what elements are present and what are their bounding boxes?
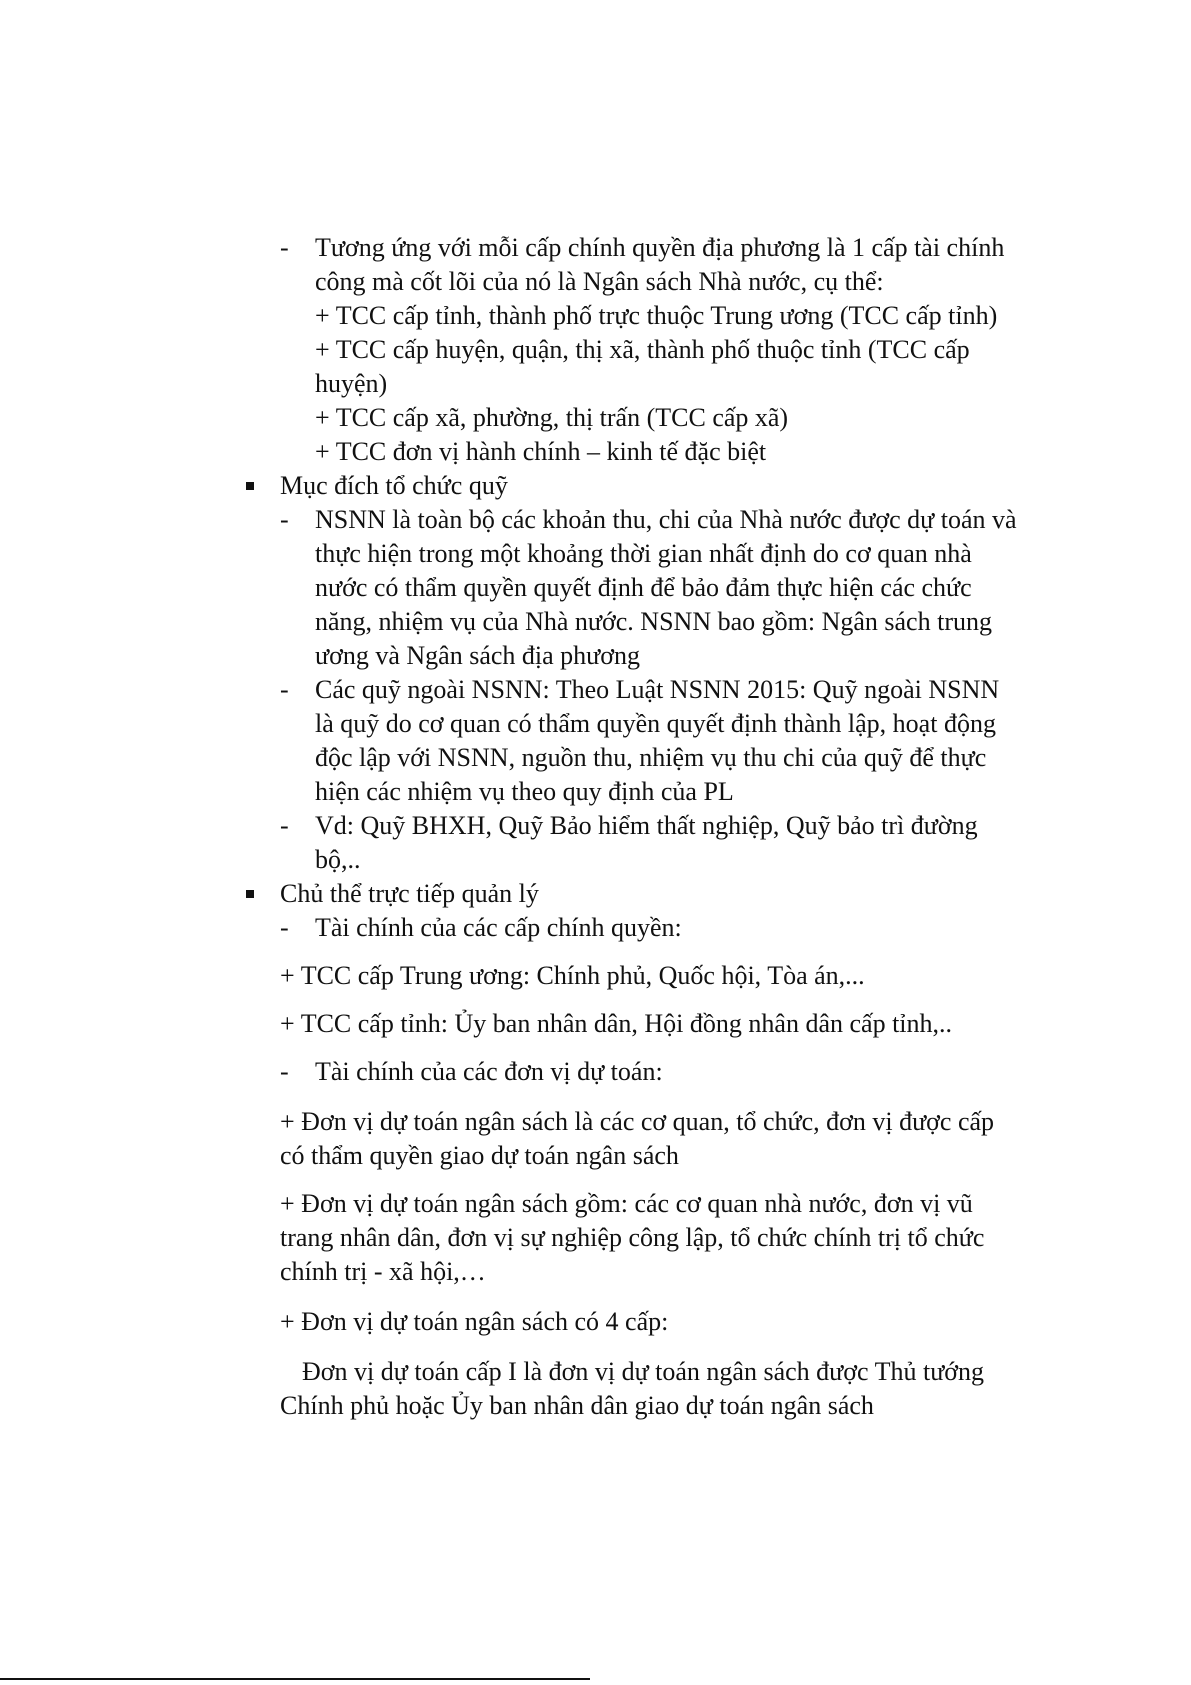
text-line: Chính phủ hoặc Ủy ban nhân dân giao dự toán ngân sách <box>280 1391 874 1420</box>
dash-bullet: - <box>280 1057 289 1086</box>
text-line: Đơn vị dự toán cấp I là đơn vị dự toán ngân sách được Thủ tướng <box>302 1357 985 1386</box>
dash-bullet: - <box>280 913 289 942</box>
dash-bullet: - <box>280 505 289 534</box>
text-line: ương và Ngân sách địa phương <box>315 641 640 670</box>
text-line: + TCC cấp huyện, quận, thị xã, thành phố thuộc tỉnh (TCC cấp <box>315 335 970 364</box>
text-line: + TCC đơn vị hành chính – kinh tế đặc biệt <box>315 437 767 466</box>
text-line: + Đơn vị dự toán ngân sách gồm: các cơ quan nhà nước, đơn vị vũ <box>280 1189 973 1218</box>
dash-bullet: - <box>280 811 289 840</box>
text-line: NSNN là toàn bộ các khoản thu, chi của Nhà nước được dự toán và <box>315 505 1017 534</box>
text-line: + TCC cấp xã, phường, thị trấn (TCC cấp xã) <box>315 403 789 432</box>
text-line: bộ,.. <box>315 845 361 874</box>
dash-bullet: - <box>280 675 289 704</box>
text-line: hiện các nhiệm vụ theo quy định của PL <box>315 777 734 806</box>
text-line: Các quỹ ngoài NSNN: Theo Luật NSNN 2015: Quỹ ngoài NSNN <box>315 675 1000 704</box>
footer-divider <box>0 1678 590 1680</box>
text-line: năng, nhiệm vụ của Nhà nước. NSNN bao gồm: Ngân sách trung <box>315 607 992 636</box>
text-line: độc lập với NSNN, nguồn thu, nhiệm vụ thu chi của quỹ để thực <box>315 743 987 772</box>
text-line: + TCC cấp Trung ương: Chính phủ, Quốc hội, Tòa án,... <box>280 961 865 990</box>
text-line: nước có thẩm quyền quyết định để bảo đảm thực hiện các chức <box>315 573 972 602</box>
section-heading: Mục đích tổ chức quỹ <box>280 471 508 500</box>
text-line: huyện) <box>315 369 388 398</box>
text-line: là quỹ do cơ quan có thẩm quyền quyết định thành lập, hoạt động <box>315 709 996 738</box>
dash-bullet: - <box>280 233 289 262</box>
text-line: + Đơn vị dự toán ngân sách có 4 cấp: <box>280 1307 669 1336</box>
text-line: + Đơn vị dự toán ngân sách là các cơ quan, tổ chức, đơn vị được cấp <box>280 1107 995 1136</box>
square-bullet-icon <box>246 482 254 490</box>
text-line: + TCC cấp tỉnh, thành phố trực thuộc Trung ương (TCC cấp tỉnh) <box>315 301 998 330</box>
text-line: thực hiện trong một khoảng thời gian nhất định do cơ quan nhà <box>315 539 972 568</box>
text-line: công mà cốt lõi của nó là Ngân sách Nhà nước, cụ thể: <box>315 267 884 296</box>
text-line: + TCC cấp tỉnh: Ủy ban nhân dân, Hội đồng nhân dân cấp tỉnh,.. <box>280 1009 953 1038</box>
text-line: có thẩm quyền giao dự toán ngân sách <box>280 1141 679 1170</box>
square-bullet-icon <box>246 890 254 898</box>
section-heading: Chủ thể trực tiếp quản lý <box>280 879 539 908</box>
text-line: Tài chính của các cấp chính quyền: <box>315 913 682 942</box>
text-line: Tài chính của các đơn vị dự toán: <box>315 1057 663 1086</box>
text-line: chính trị - xã hội,… <box>280 1257 486 1286</box>
text-line: Tương ứng với mỗi cấp chính quyền địa phương là 1 cấp tài chính <box>315 233 1005 262</box>
text-line: Vd: Quỹ BHXH, Quỹ Bảo hiểm thất nghiệp, Quỹ bảo trì đường <box>315 811 978 840</box>
text-line: trang nhân dân, đơn vị sự nghiệp công lập, tổ chức chính trị tổ chức <box>280 1223 985 1252</box>
